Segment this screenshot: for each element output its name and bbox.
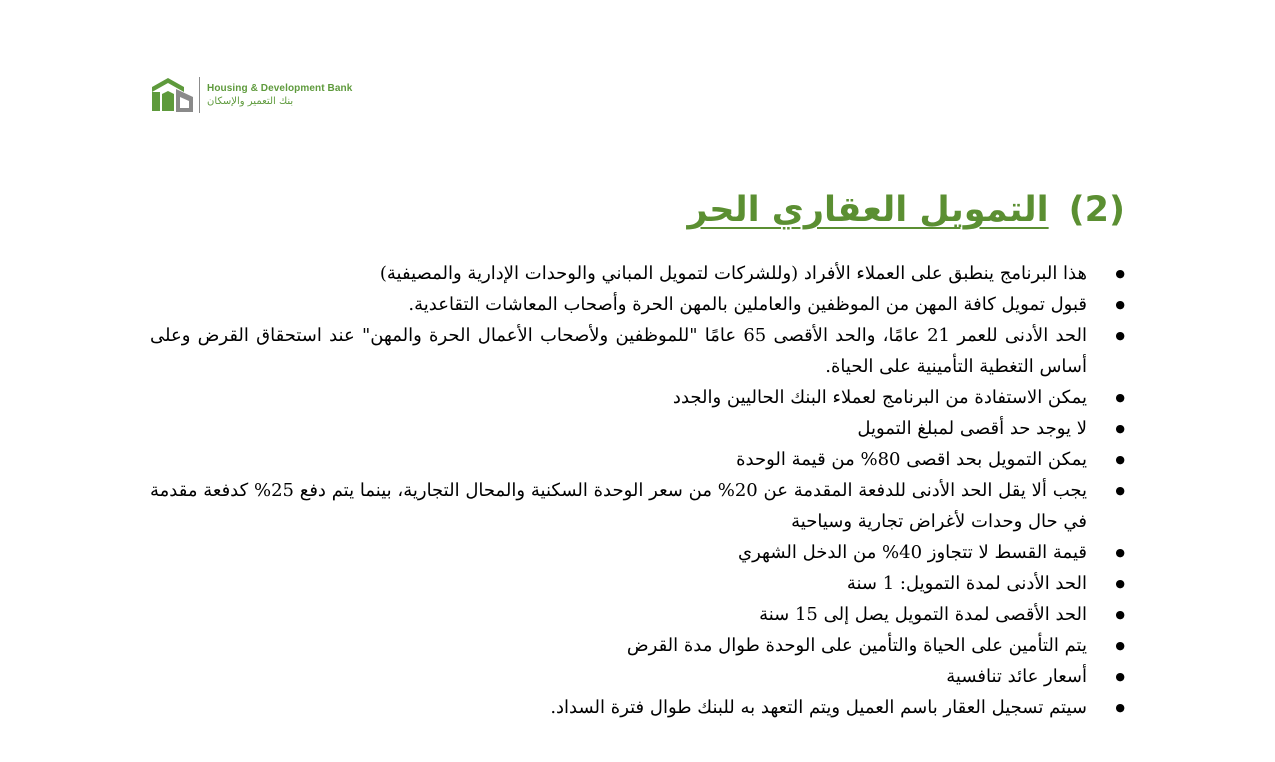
logo-name-english: Housing & Development Bank	[207, 82, 353, 94]
list-item: ● قبول تمويل كافة المهن من الموظفين والعاملين بالمهن الحرة وأصحاب المعاشات التقاعدية.	[150, 289, 1125, 320]
list-item: ● أسعار عائد تنافسية	[150, 661, 1125, 692]
logo-divider	[199, 77, 200, 113]
feature-list	[150, 258, 1125, 723]
bank-logo-icon	[152, 77, 194, 113]
list-item: ● قيمة القسط لا تتجاوز 40% من الدخل الشهري	[150, 537, 1125, 568]
title-number: (2)	[1068, 190, 1125, 230]
list-item: ● يجب ألا يقل الحد الأدنى للدفعة المقدمة عن 20% من سعر الوحدة السكنية والمحال التجارية، بينما يتم دفع 25% كدفعة مقدمة في حال وحدات لأغراض تجارية وسياحية	[150, 475, 1125, 537]
list-item: ● يتم التأمين على الحياة والتأمين على الوحدة طوال مدة القرض	[150, 630, 1125, 661]
list-item: ● سيتم تسجيل العقار باسم العميل ويتم التعهد به للبنك طوال فترة السداد.	[150, 692, 1125, 723]
list-item: ● الحد الأدنى لمدة التمويل: 1 سنة	[150, 568, 1125, 599]
list-item: ● الحد الأقصى لمدة التمويل يصل إلى 15 سنة	[150, 599, 1125, 630]
list-item: ● يمكن الاستفادة من البرنامج لعملاء البنك الحاليين والجدد	[150, 382, 1125, 413]
bank-logo	[152, 76, 352, 114]
list-item: ● يمكن التمويل بحد اقصى 80% من قيمة الوحدة	[150, 444, 1125, 475]
list-item: ● الحد الأدنى للعمر 21 عامًا، والحد الأقصى 65 عامًا "للموظفين ولأصحاب الأعمال الحرة والمهن" عند استحقاق القرض وعلى أساس التغطية التأمينية على الحياة.	[150, 320, 1125, 382]
list-item: ● لا يوجد حد أقصى لمبلغ التمويل	[150, 413, 1125, 444]
logo-text	[207, 84, 352, 107]
title-text: التمويل العقاري الحر	[687, 190, 1049, 230]
logo-name-arabic: بنك التعمير والإسكان	[207, 95, 294, 107]
list-item: ● هذا البرنامج ينطبق على العملاء الأفراد (وللشركات لتمويل المباني والوحدات الإدارية والمصيفية)	[150, 258, 1125, 289]
page-title	[687, 186, 1125, 234]
